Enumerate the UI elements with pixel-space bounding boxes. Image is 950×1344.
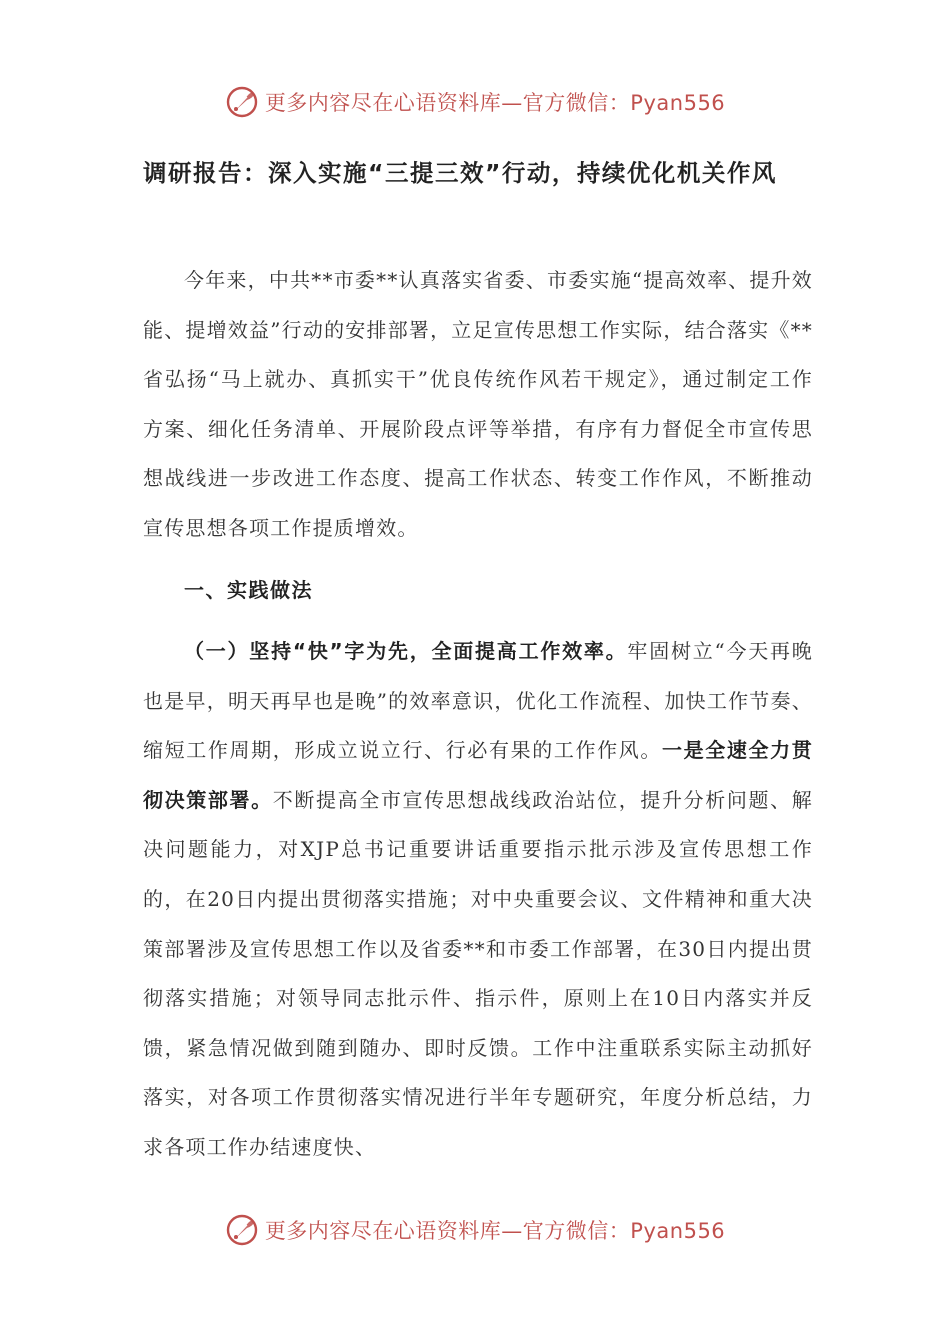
- section-heading: 一、实践做法: [184, 578, 313, 602]
- quill-logo-icon: [225, 85, 259, 119]
- quill-logo-icon: [225, 1213, 259, 1247]
- subsection-text: 牢固树立“今天再晚也是早，明天再早也是晚”的效率意识，优化工作流程、加快工作节奏、缩短工作周期，形成立说立行、行必有果的工作作风。: [143, 639, 813, 763]
- subsection-title: （一）坚持“快”字为先，全面提高工作效率。: [184, 639, 628, 663]
- watermark-text: 更多内容尽在心语资料库—官方微信：Pyan556: [264, 91, 726, 115]
- intro-paragraph: 今年来，中共**市委**认真落实省委、市委实施“提高效率、提升效能、提增效益”行动的安排部署，立足宣传思想工作实际，结合落实《**省弘扬“马上就办、真抓实干”优良传统作风若干规定》，通过制定工作方案、细化任务清单、开展阶段点评等举措，有序有力督促全市宣传思想战线进一步改进工作态度、提高工作状态、转变工作作风，不断推动宣传思想各项工作提质增效。: [143, 268, 813, 540]
- watermark-text: 更多内容尽在心语资料库—官方微信：Pyan556: [264, 1219, 726, 1243]
- header-watermark-banner: [0, 82, 950, 122]
- point-text: 不断提高全市宣传思想战线政治站位，提升分析问题、解决问题能力，对XJP总书记重要讲话重要指示批示涉及宣传思想工作的，在20日内提出贯彻落实措施；对中央重要会议、文件精神和重大决策部署涉及宣传思想工作以及省委**和市委工作部署，在30日内提出贯彻落实措施；对领导同志批示件、指示件，原则上在10日内落实并反馈，紧急情况做到随到随办、即时反馈。工作中注重联系实际主动抓好落实，对各项工作贯彻落实情况进行半年专题研究，年度分析总结，力求各项工作办结速度快、: [143, 787, 814, 1159]
- practice-paragraph: [143, 627, 813, 1173]
- footer-watermark-banner: [0, 1210, 950, 1250]
- point-title: 一是全速全力贯彻决策部署。: [143, 738, 813, 812]
- document-title: 调研报告：深入实施“三提三效”行动，持续优化机关作风: [143, 159, 777, 187]
